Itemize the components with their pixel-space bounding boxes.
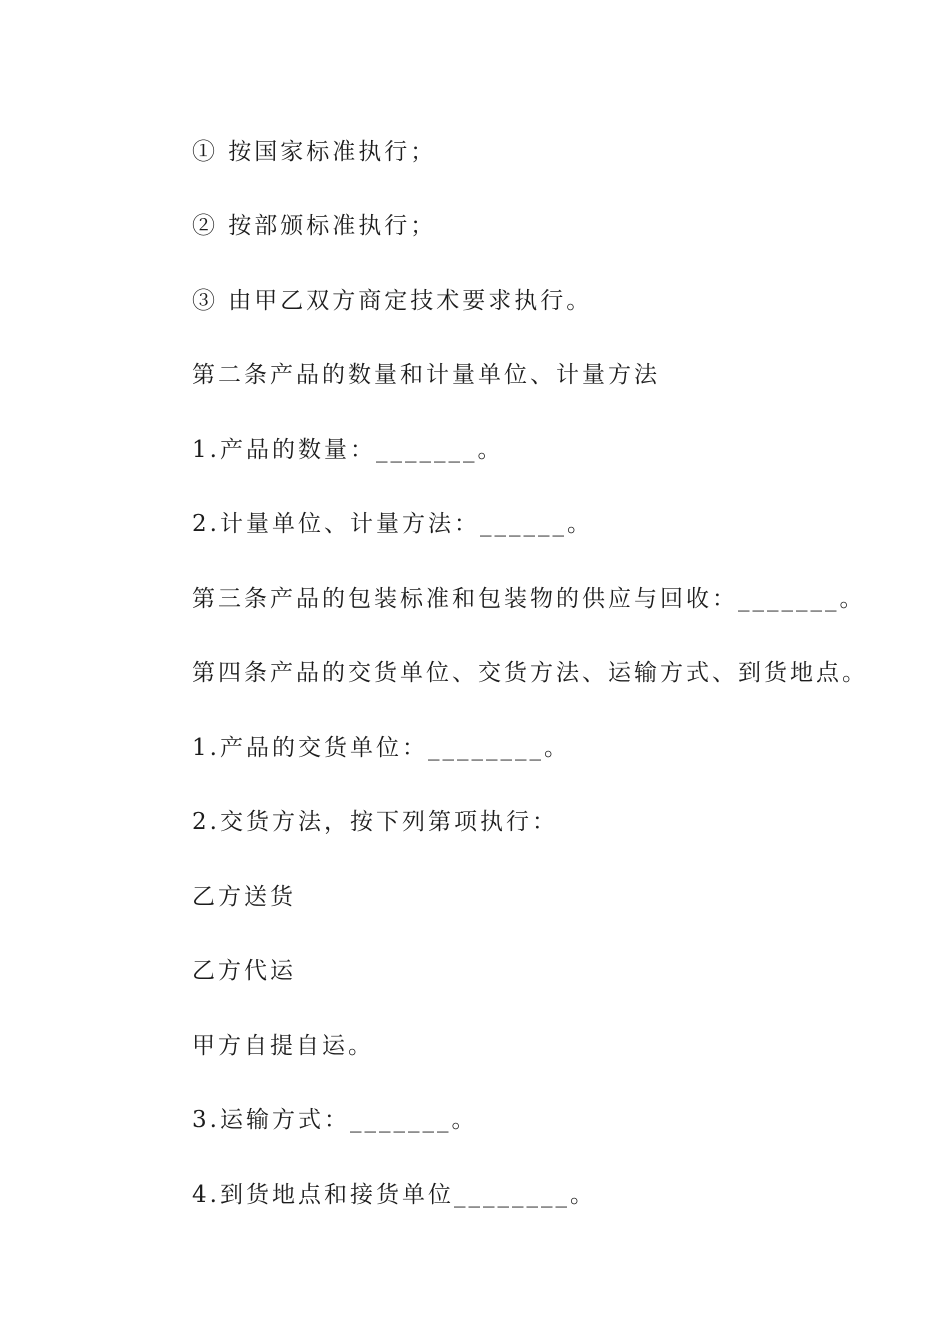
- delivery-option-buyer-pickup: 甲方自提自运。: [192, 1033, 374, 1059]
- article-4-heading: 第四条产品的交货单位、交货方法、运输方式、到货地点。: [192, 660, 868, 686]
- product-quantity-line: 1.产品的数量：_______。: [192, 437, 504, 463]
- delivery-method-line: 2.交货方法，按下列第项执行：: [192, 809, 558, 835]
- delivery-unit-line: 1.产品的交货单位：________。: [192, 735, 570, 761]
- standard-option-national: ① 按国家标准执行；: [192, 139, 437, 165]
- article-2-heading: 第二条产品的数量和计量单位、计量方法: [192, 362, 660, 388]
- transport-method-line: 3.运输方式：_______。: [192, 1107, 478, 1133]
- delivery-option-seller-delivers: 乙方送货: [192, 884, 296, 910]
- article-3-packaging: 第三条产品的包装标准和包装物的供应与回收：_______。: [192, 586, 866, 612]
- measurement-unit-line: 2.计量单位、计量方法：______。: [192, 511, 593, 537]
- delivery-option-seller-ships: 乙方代运: [192, 958, 296, 984]
- standard-option-negotiated: ③ 由甲乙双方商定技术要求执行。: [192, 288, 593, 314]
- standard-option-ministry: ② 按部颁标准执行；: [192, 213, 437, 239]
- destination-line: 4.到货地点和接货单位________。: [192, 1182, 596, 1208]
